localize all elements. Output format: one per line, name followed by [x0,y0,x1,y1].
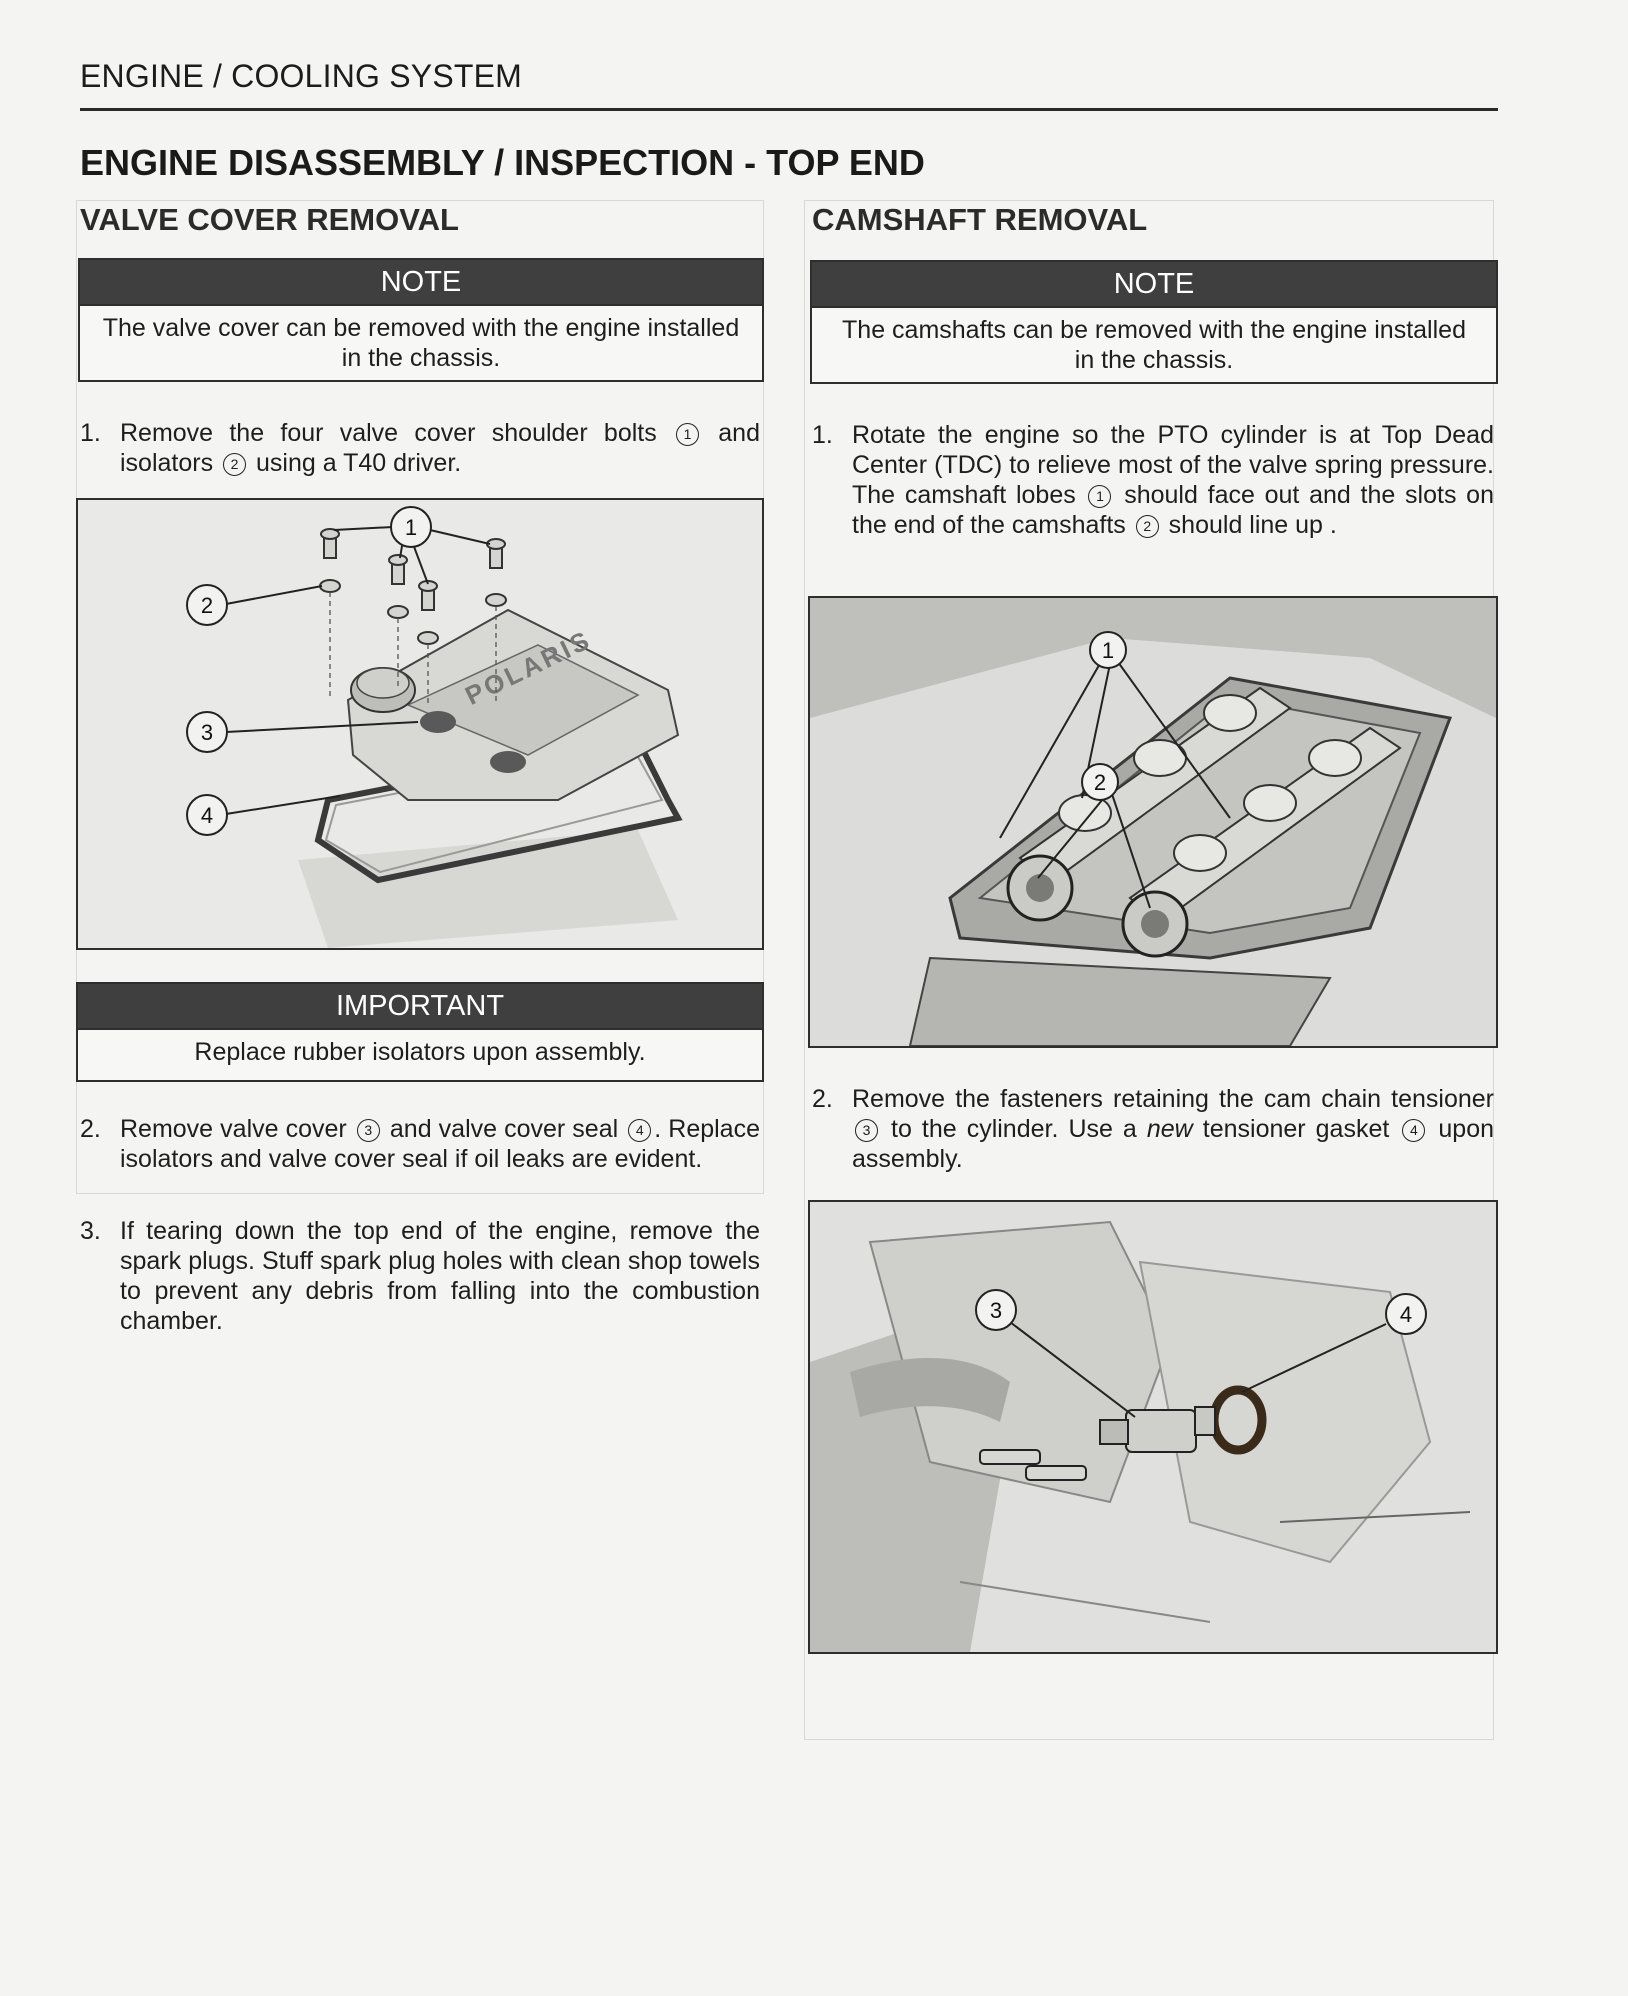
step-number: 1. [80,419,101,447]
note-label: NOTE [812,262,1496,308]
callout-ref: 3 [357,1119,380,1142]
step-text: If tearing down the top end of the engine, remove the spark plugs. Stuff spark plug holes with clean shop towels to prevent any debris from falling into the combustion chamber. [120,1217,760,1335]
callout-3: 3 [200,720,214,745]
important-box [76,982,764,1082]
text-run: tensioner gasket [1192,1115,1400,1143]
callout-ref: 1 [1088,485,1111,508]
brand-text: POLARIS [460,624,597,711]
step-number: 2. [812,1085,833,1113]
step-right-2 [812,1084,1494,1174]
step-number: 1. [812,421,833,449]
note-label: NOTE [80,260,762,306]
text-run: . Replace isolators and valve cover seal if oil leaks are evident. [120,1115,760,1173]
page-title: ENGINE DISASSEMBLY / INSPECTION - TOP END [80,142,925,183]
note-text: The camshafts can be removed with the engine installed in the chassis. [842,316,1466,374]
text-run: and valve cover seal [382,1115,626,1143]
text-run: using a T40 driver. [249,449,462,477]
step-text [120,418,760,478]
text-run: Remove the four valve cover shoulder bolts [120,419,673,447]
text-run: should line up . [1161,511,1337,539]
callout-ref: 2 [1136,515,1159,538]
callout-1: 1 [404,515,418,540]
callout-ref: 3 [855,1119,878,1142]
important-label: IMPORTANT [78,984,762,1030]
running-header: ENGINE / COOLING SYSTEM [80,58,523,94]
step-left-2 [80,1114,760,1174]
callout-4: 4 [200,803,214,828]
text-run: to the cylinder. Use a [881,1115,1147,1143]
text-run: and isolators [120,419,760,477]
step-number: 3. [80,1217,101,1245]
camshaft-illustration [810,598,1496,1046]
callout-4: 4 [1399,1302,1413,1327]
step-left-1 [80,418,760,478]
text-run: should face out and the slots on the end of the camshafts [852,481,1494,539]
step-text [852,420,1494,540]
step-left-3 [80,1216,760,1336]
emphasis-new: new [1146,1115,1193,1143]
camshaft-photo-figure [808,596,1498,1048]
step-number: 2. [80,1115,101,1143]
camshaft-heading: CAMSHAFT REMOVAL [812,202,1148,237]
text-run: upon assembly. [852,1115,1495,1173]
important-text: Replace rubber isolators upon assembly. [194,1038,646,1066]
callout-ref: 4 [1402,1119,1425,1142]
step-right-1 [812,420,1494,540]
callout-1: 1 [1101,638,1115,663]
valve-cover-illustration [78,500,762,948]
text-run: Remove the fasteners retaining the cam chain tensioner [852,1085,1494,1113]
callout-ref: 1 [676,423,699,446]
note-box-valve-cover [78,258,764,382]
note-text: The valve cover can be removed with the engine installed in the chassis. [102,314,740,372]
step-text [120,1114,760,1174]
callout-2: 2 [200,593,214,618]
callout-2: 2 [1093,770,1107,795]
callout-ref: 2 [223,453,246,476]
tensioner-illustration [810,1202,1496,1652]
text-run: Remove valve cover [120,1115,354,1143]
header-rule [80,108,1498,111]
note-box-camshaft [810,260,1498,384]
text-run: Rotate the engine so the PTO cylinder is at Top Dead Center (TDC) to relieve most of the valve spring pressure. The camshaft lobes [852,421,1494,509]
tensioner-photo-figure [808,1200,1498,1654]
step-text [852,1084,1494,1174]
valve-cover-exploded-figure [76,498,764,950]
callout-ref: 4 [628,1119,651,1142]
callout-3: 3 [989,1298,1003,1323]
valve-cover-heading: VALVE COVER REMOVAL [80,202,459,237]
